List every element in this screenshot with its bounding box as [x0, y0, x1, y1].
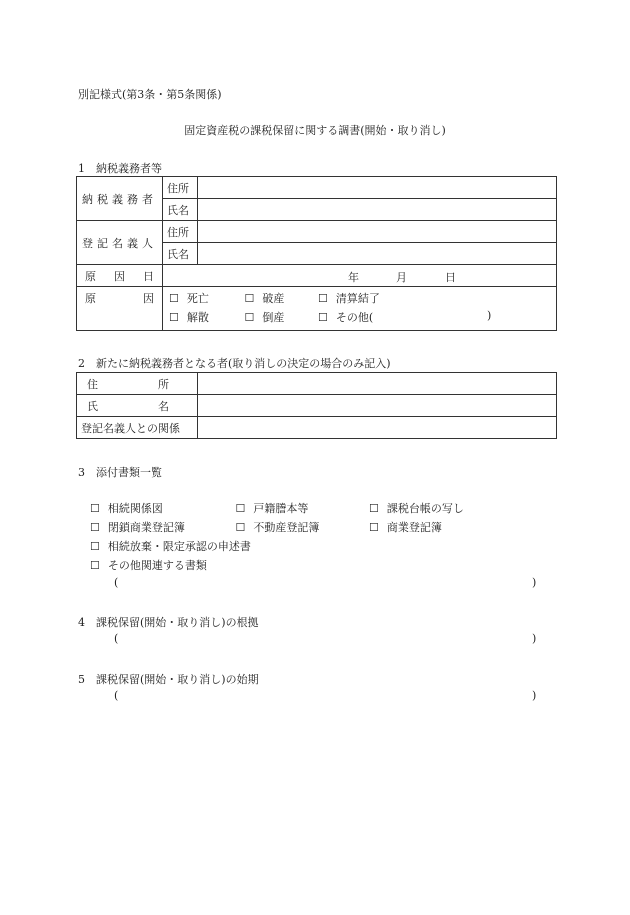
attachments-row4: [90, 557, 207, 573]
relation-label: 登記名義人との関係: [77, 417, 198, 439]
relation-field[interactable]: [198, 417, 557, 439]
checkbox-renunciation-statement[interactable]: ☐: [90, 540, 100, 553]
taxpayer-table: [76, 176, 557, 331]
attachments-row3: [90, 538, 251, 554]
owner-name-field[interactable]: [198, 243, 557, 265]
doc-real-estate-register: 不動産登記簿: [253, 521, 320, 534]
new-name-label: 氏 名: [77, 395, 198, 417]
owner-address-label: 住所: [163, 221, 198, 243]
checkbox-insolvency[interactable]: ☐: [244, 311, 255, 324]
checkbox-bankruptcy[interactable]: ☐: [244, 292, 255, 305]
option-bankruptcy: 破産: [262, 292, 285, 305]
owner-name-label: 氏名: [163, 243, 198, 265]
year-unit: 年: [348, 271, 359, 284]
doc-other-documents: その他関連する書類: [107, 559, 207, 572]
cause-options: [163, 287, 557, 331]
attachments-row2: [90, 519, 442, 535]
form-label: 別記様式(第3条・第5条関係): [78, 88, 222, 101]
checkbox-other[interactable]: ☐: [318, 311, 328, 324]
doc-tax-ledger-copy: 課税台帳の写し: [386, 502, 464, 515]
section3-heading: 3 添付書類一覧: [78, 466, 162, 479]
section2-heading: 2 新たに納税義務者となる者(取り消しの決定の場合のみ記入): [78, 357, 391, 370]
doc-inheritance-chart: 相続関係図: [107, 502, 163, 515]
checkbox-other-documents[interactable]: ☐: [90, 559, 100, 572]
option-liquidation: 清算結了: [335, 292, 380, 305]
checkbox-closed-commercial-register[interactable]: ☐: [90, 521, 100, 534]
checkbox-liquidation[interactable]: ☐: [318, 292, 328, 305]
new-address-field[interactable]: [198, 373, 557, 395]
start-period-field[interactable]: ( ): [114, 689, 537, 702]
section4-heading: 4 課税保留(開始・取り消し)の根拠: [78, 616, 259, 629]
option-insolvency: 倒産: [262, 311, 285, 324]
other-close-paren: ): [487, 309, 492, 322]
checkbox-real-estate-register[interactable]: ☐: [235, 521, 246, 534]
new-name-field[interactable]: [198, 395, 557, 417]
cause-date-label: 原 因 日: [77, 265, 163, 287]
taxpayer-label: 納税義務者: [77, 177, 163, 221]
basis-field[interactable]: ( ): [114, 632, 537, 645]
doc-commercial-register: 商業登記簿: [386, 521, 442, 534]
option-other: その他(: [335, 311, 374, 324]
registered-owner-label: 登記名義人: [77, 221, 163, 265]
option-death: 死亡: [186, 292, 209, 305]
checkbox-tax-ledger-copy[interactable]: ☐: [369, 502, 379, 515]
document-title: 固定資産税の課税保留に関する調書(開始・取り消し): [184, 124, 446, 137]
owner-address-field[interactable]: [198, 221, 557, 243]
checkbox-family-register[interactable]: ☐: [235, 502, 246, 515]
doc-family-register: 戸籍謄本等: [253, 502, 309, 515]
checkbox-commercial-register[interactable]: ☐: [369, 521, 379, 534]
new-taxpayer-table: [76, 372, 557, 439]
new-address-label: 住 所: [77, 373, 198, 395]
section5-heading: 5 課税保留(開始・取り消し)の始期: [78, 673, 259, 686]
taxpayer-name-field[interactable]: [198, 199, 557, 221]
taxpayer-address-label: 住所: [163, 177, 198, 199]
section1-heading: 1 納税義務者等: [78, 162, 162, 175]
option-dissolution: 解散: [186, 311, 209, 324]
doc-renunciation-statement: 相続放棄・限定承認の申述書: [107, 540, 251, 553]
taxpayer-name-label: 氏名: [163, 199, 198, 221]
taxpayer-address-field[interactable]: [198, 177, 557, 199]
checkbox-inheritance-chart[interactable]: ☐: [90, 502, 100, 515]
cause-date-field[interactable]: [163, 265, 557, 287]
day-unit: 日: [445, 271, 456, 284]
checkbox-dissolution[interactable]: ☐: [169, 311, 179, 324]
checkbox-death[interactable]: ☐: [169, 292, 179, 305]
attachments-row1: [90, 500, 464, 516]
month-unit: 月: [396, 271, 407, 284]
other-documents-field[interactable]: ( ): [114, 576, 537, 589]
doc-closed-commercial-register: 閉鎖商業登記簿: [107, 521, 185, 534]
cause-label: 原 因: [77, 287, 163, 331]
